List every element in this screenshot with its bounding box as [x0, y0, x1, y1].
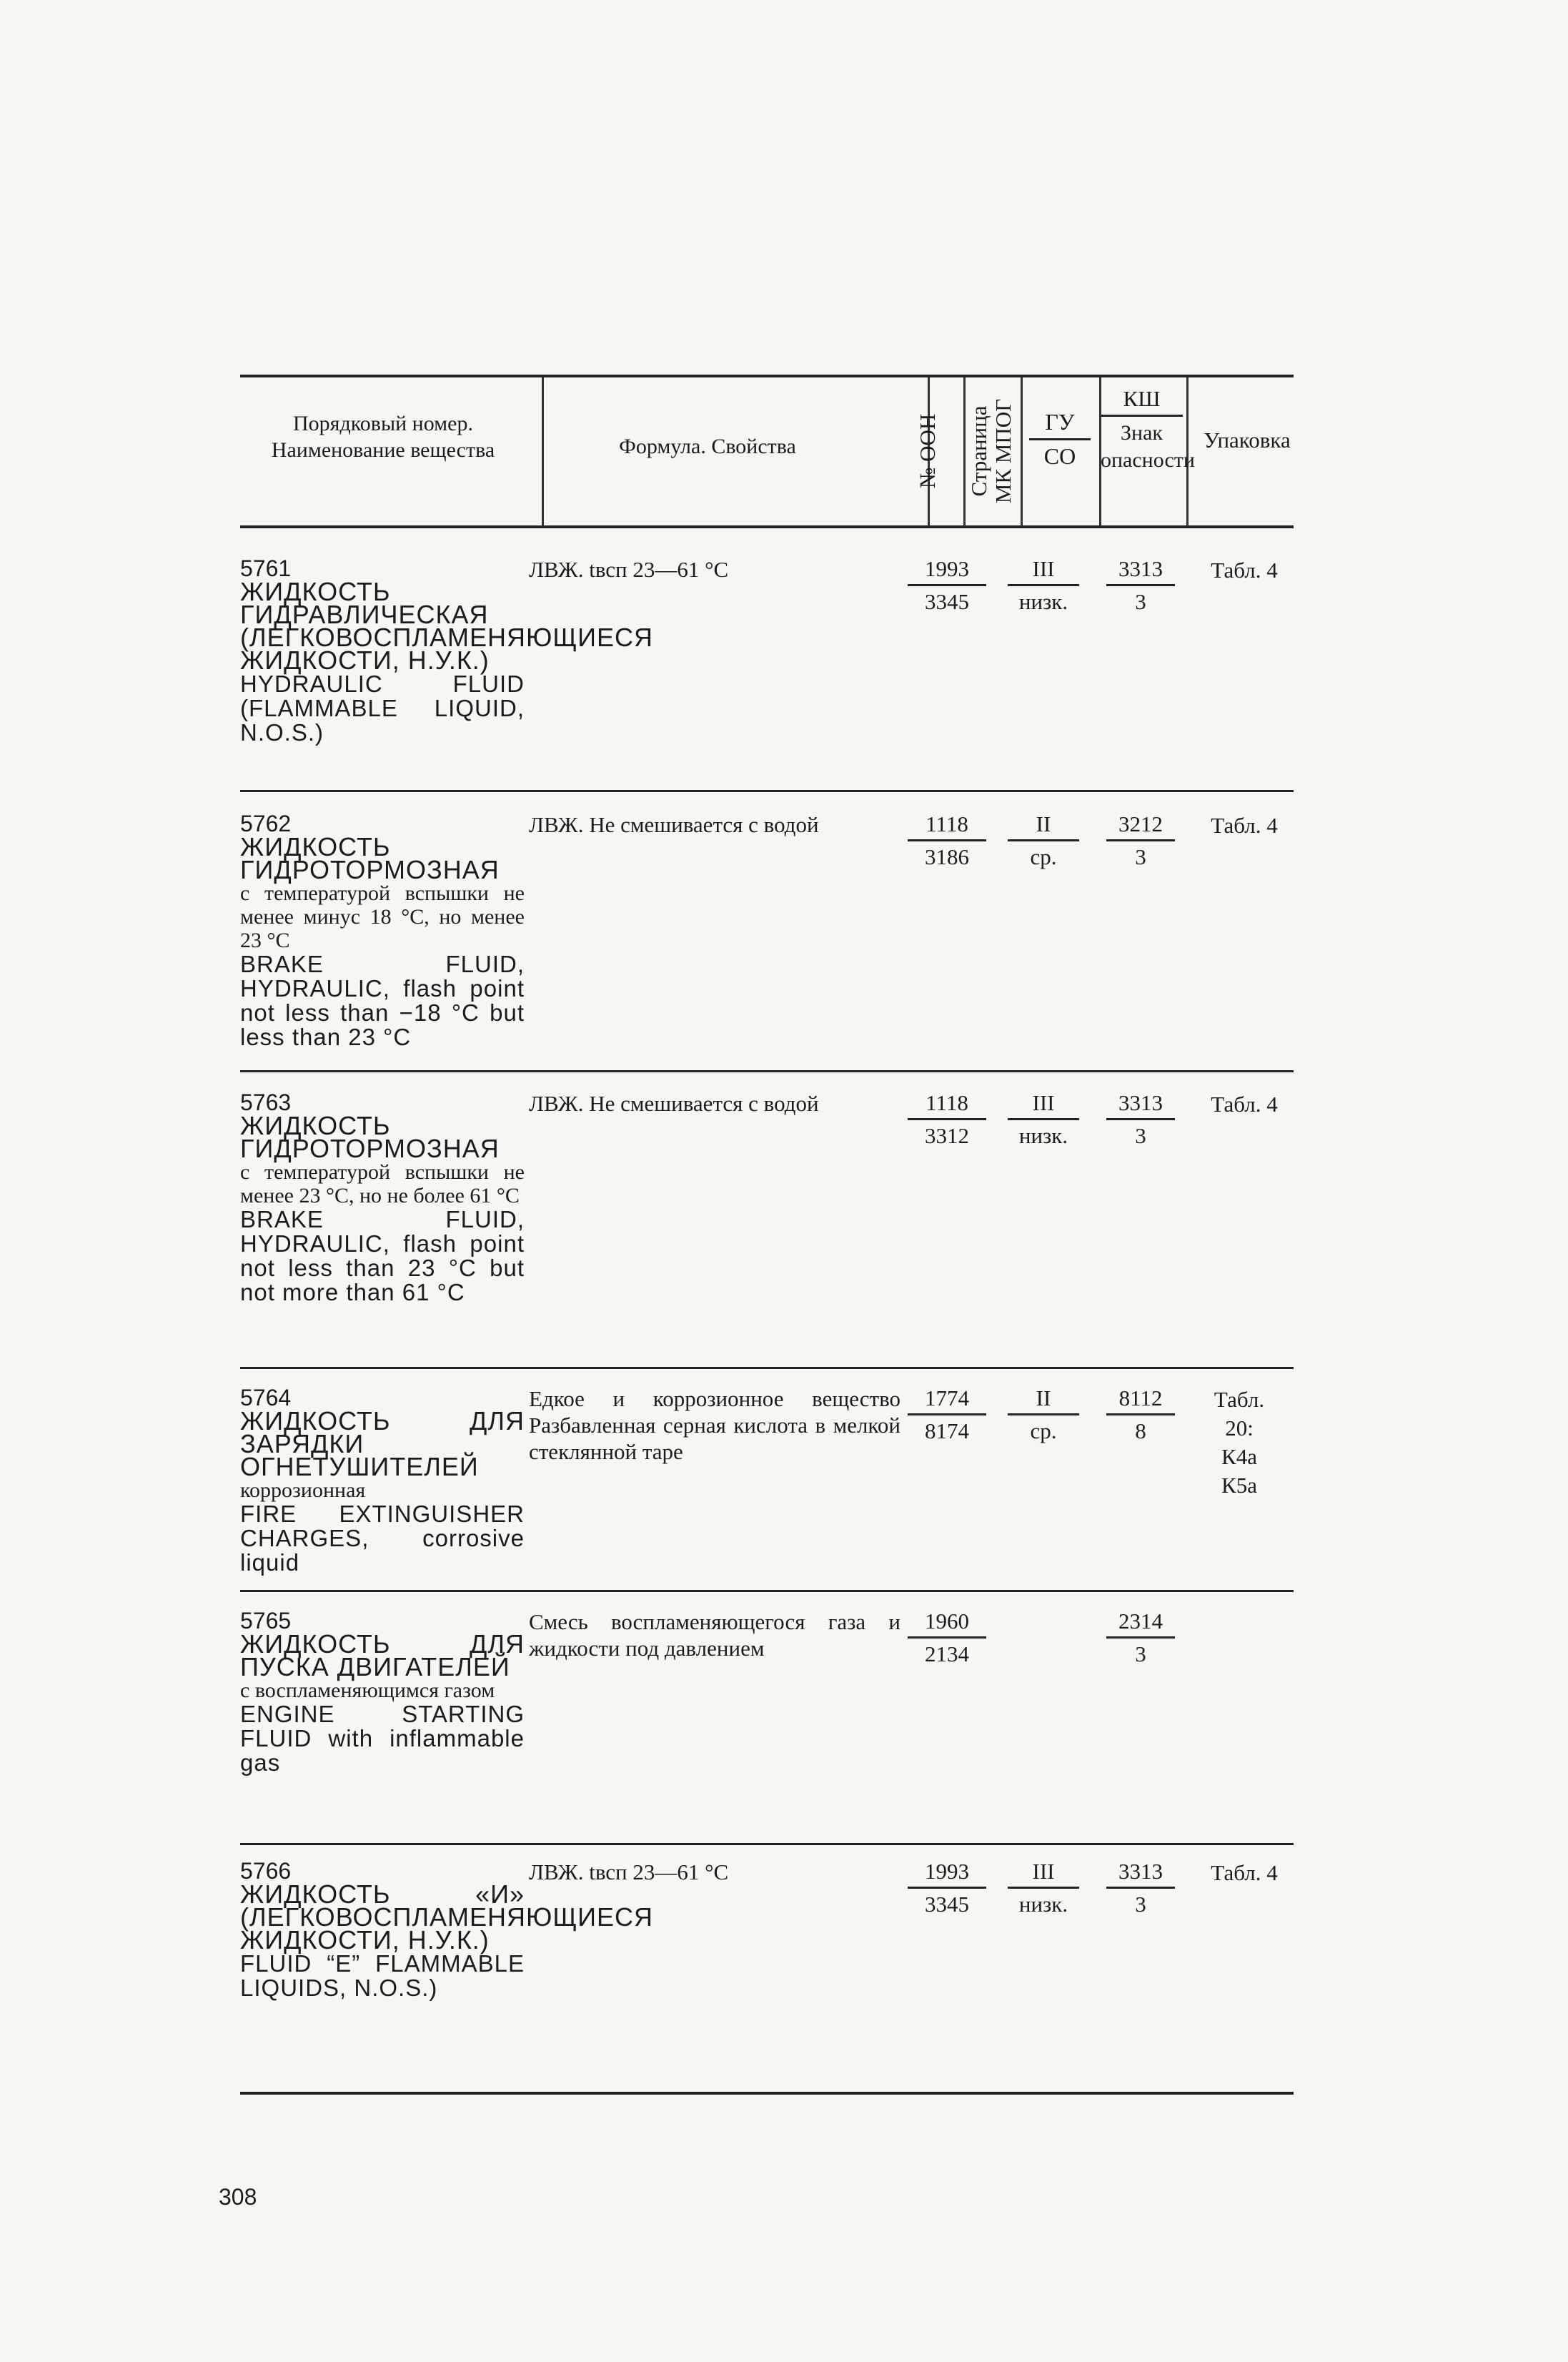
- entry-number: 5761: [240, 555, 292, 581]
- mk-page: 2134: [925, 1641, 969, 1666]
- sign-value: 3: [1135, 589, 1146, 614]
- name-russian-qualifier: коррозионная: [240, 1478, 366, 1502]
- co-value: низк.: [1018, 589, 1068, 614]
- header-name-column: Порядковый номер. Наименование вещества: [271, 412, 495, 462]
- name-english: BRAKE FLUID, HYDRAULIC, flash point not less than −18 °C but less than 23 °C: [240, 951, 525, 1050]
- co-value: низк.: [1018, 1892, 1068, 1917]
- ksh-value: 3313: [1106, 556, 1175, 586]
- ksh-value: 2314: [1106, 1609, 1175, 1639]
- sign-value: 3: [1135, 1641, 1146, 1666]
- packaging: Табл. 4: [1211, 813, 1278, 838]
- entry-divider: [240, 1590, 1294, 1592]
- ksh-value: 8112: [1106, 1385, 1175, 1415]
- ksh-sign-cell: [1106, 1609, 1175, 1667]
- co-value: низк.: [1018, 1123, 1068, 1148]
- header-ksh-sign: [1101, 385, 1195, 474]
- sign-value: 8: [1135, 1418, 1146, 1443]
- oon-number: 1993: [908, 1859, 986, 1889]
- gu-value: III: [1008, 556, 1079, 586]
- gu-co-cell: [1008, 556, 1079, 615]
- oon-page-cell: [908, 556, 986, 615]
- name-russian: ЖИДКОСТЬ ДЛЯ ЗАРЯДКИ ОГНЕТУШИТЕЛЕЙ: [240, 1406, 525, 1481]
- ksh-sign-cell: [1106, 556, 1175, 615]
- formula-properties: ЛВЖ. tвсп 23—61 °С: [529, 557, 729, 582]
- packaging: Табл. 4: [1211, 558, 1278, 583]
- entry-number: 5764: [240, 1385, 292, 1410]
- oon-number: 1993: [908, 556, 986, 586]
- substance-name: [240, 1385, 525, 1575]
- entry-divider: [240, 790, 1294, 792]
- co-value: ср.: [1030, 1418, 1057, 1443]
- header-gu-co: [1029, 409, 1091, 470]
- header-divider: [963, 377, 966, 525]
- name-russian: ЖИДКОСТЬ ГИДРАВЛИЧЕСКАЯ (ЛЕГКОВОСПЛАМЕНЯЮЩИЕСЯ ЖИДКОСТИ, Н.У.К.): [240, 577, 654, 675]
- packaging: Табл. 4: [1211, 1860, 1278, 1885]
- gu-co-cell: [1008, 1859, 1079, 1917]
- name-russian: ЖИДКОСТЬ ДЛЯ ПУСКА ДВИГАТЕЛЕЙ: [240, 1629, 525, 1681]
- formula-properties: ЛВЖ. tвсп 23—61 °С: [529, 1859, 729, 1884]
- oon-page-cell: [908, 1609, 986, 1667]
- header-ksh: КШ: [1101, 385, 1183, 417]
- sign-value: 3: [1135, 1892, 1146, 1917]
- formula-properties: Едкое и коррозионное вещество Разбавленная серная кислота в мелкой стеклянной таре: [529, 1386, 900, 1464]
- oon-number: 1960: [908, 1609, 986, 1639]
- header-oon-column: № ООН: [915, 413, 940, 489]
- sign-value: 3: [1135, 844, 1146, 869]
- ksh-value: 3313: [1106, 1859, 1175, 1889]
- name-russian-qualifier: с температурой вспышки не менее минус 18 °С, но менее 23 °С: [240, 881, 525, 952]
- name-english: ENGINE STARTING FLUID with inflammable gas: [240, 1701, 525, 1776]
- entry-number: 5766: [240, 1858, 292, 1884]
- mk-page: 3186: [925, 844, 969, 869]
- name-english: FIRE EXTINGUISHER CHARGES, corrosive liquid: [240, 1501, 525, 1576]
- substance-name: [240, 811, 525, 1049]
- table-bottom-rule: [240, 2092, 1294, 2095]
- header-page-column: [967, 383, 1017, 519]
- name-russian: ЖИДКОСТЬ ГИДРОТОРМОЗНАЯ: [240, 1111, 500, 1163]
- ksh-value: 3212: [1106, 811, 1175, 841]
- oon-number: 1774: [908, 1385, 986, 1415]
- page-number: 308: [219, 2184, 257, 2210]
- mk-page: 3345: [925, 1892, 969, 1917]
- co-value: ср.: [1030, 844, 1057, 869]
- entry-number: 5765: [240, 1608, 292, 1634]
- substance-name: [240, 1609, 525, 1775]
- name-russian-qualifier: с воспламеняющимся газом: [240, 1679, 495, 1702]
- oon-number: 1118: [908, 1090, 986, 1120]
- oon-number: 1118: [908, 811, 986, 841]
- ksh-sign-cell: [1106, 1385, 1175, 1444]
- entry-number: 5762: [240, 811, 292, 836]
- formula-properties: ЛВЖ. Не смешивается с водой: [529, 1091, 819, 1116]
- entry-divider: [240, 1367, 1294, 1369]
- name-russian: ЖИДКОСТЬ ГИДРОТОРМОЗНАЯ: [240, 832, 500, 884]
- header-top-rule: [240, 375, 1294, 377]
- oon-page-cell: [908, 1385, 986, 1444]
- gu-value: III: [1008, 1859, 1079, 1889]
- name-english: FLUID “E” FLAMMABLE LIQUIDS, N.O.S.): [240, 1950, 525, 2001]
- ksh-sign-cell: [1106, 811, 1175, 870]
- packaging: Табл. 4: [1211, 1092, 1278, 1117]
- gu-value: II: [1008, 811, 1079, 841]
- header-divider: [1021, 377, 1023, 525]
- mk-page: 8174: [925, 1418, 969, 1443]
- header-bottom-rule: [240, 525, 1294, 528]
- gu-co-cell: [1008, 1090, 1079, 1149]
- ksh-sign-cell: [1106, 1090, 1175, 1149]
- entry-divider: [240, 1843, 1294, 1845]
- sign-value: 3: [1135, 1123, 1146, 1148]
- header-gu: ГУ: [1029, 409, 1091, 440]
- gu-value: II: [1008, 1385, 1079, 1415]
- name-russian: ЖИДКОСТЬ «И» (ЛЕГКОВОСПЛАМЕНЯЮЩИЕСЯ ЖИДКОСТИ, Н.У.К.): [240, 1879, 654, 1955]
- header-sign: Знак опасности: [1101, 421, 1195, 472]
- ksh-sign-cell: [1106, 1859, 1175, 1917]
- ksh-value: 3313: [1106, 1090, 1175, 1120]
- packaging: Табл. 20: К4а К5а: [1214, 1387, 1265, 1498]
- name-english: BRAKE FLUID, HYDRAULIC, flash point not less than 23 °C but not more than 61 °C: [240, 1206, 525, 1305]
- oon-page-cell: [908, 1859, 986, 1917]
- oon-page-cell: [908, 811, 986, 870]
- gu-value: III: [1008, 1090, 1079, 1120]
- header-pack-column: Упаковка: [1204, 428, 1291, 453]
- substance-name: [240, 1090, 525, 1305]
- oon-page-cell: [908, 1090, 986, 1149]
- name-english: HYDRAULIC FLUID (FLAMMABLE LIQUID, N.O.S.): [240, 671, 525, 746]
- header-page-label: Страница МК МПОГ: [966, 398, 1016, 504]
- gu-co-cell: [1008, 1385, 1079, 1444]
- mk-page: 3345: [925, 589, 969, 614]
- name-russian-qualifier: с температурой вспышки не менее 23 °С, но не более 61 °С: [240, 1160, 525, 1207]
- entry-number: 5763: [240, 1089, 292, 1115]
- gu-co-cell: [1008, 811, 1079, 870]
- entry-divider: [240, 1070, 1294, 1072]
- formula-properties: ЛВЖ. Не смешивается с водой: [529, 812, 819, 837]
- header-formula-column: Формула. Свойства: [619, 435, 796, 458]
- mk-page: 3312: [925, 1123, 969, 1148]
- formula-properties: Смесь воспламеняющегося газа и жидкости под давлением: [529, 1609, 900, 1661]
- header-co: СО: [1043, 443, 1076, 469]
